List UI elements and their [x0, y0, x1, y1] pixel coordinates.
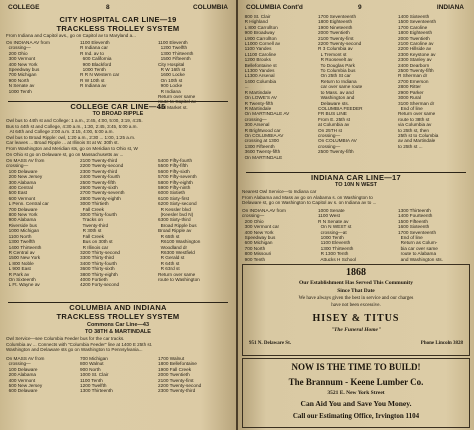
city-hospital-column-1: On INDIANA AV from crossing— 200 Ohio 300 Vermont 400 New York Speedway bus 700 Michigan 900 North N Senate av 1000 Tenth	[6, 40, 50, 94]
indiana-column-3: 1300 Thirteenth 1400 Fourteenth 1500 Fifteenth 1600 Sixteenth 1700 Seventeenth End of line Return as Colum- bia car over same route to Alabama and Washington sts.	[398, 208, 443, 262]
hisey-titus-ad	[242, 264, 470, 356]
ad-phone: Phone Lincoln 3828	[420, 341, 463, 346]
header-right-label: INDIANA	[436, 4, 464, 11]
city-hospital-column-3: 1100 Eleventh 1200 Twelfth 1300 Thirteenth 1500 Fifteenth City Hospital R W 16th st 1600 Locke On 10th st 900 Locke R Indiana Return over same and Market st.	[158, 40, 196, 110]
commons-line-destination: TO 38TH & MARTINDALE	[85, 329, 151, 335]
columbia-column-3: 1700 Walnut 1800 Bellefontaine 1900 Fall Creek 2000 Twentieth 2100 Twenty-first 2200 Twenty-second 2300 Twenty-third	[158, 356, 202, 394]
indiana-column-2: 1000 Senate 1100 West R N Senate av On N WEST st crossing—at 1000 Tenth 1100 Eleventh 1300 Thirteenth R 1300 Tenth Attucks H School	[318, 208, 357, 262]
ad-company-name: HISEY & TITUS	[312, 313, 400, 324]
college-column-3: 5400 Fifty-fourth 5500 Fifty-fifth 5600 Fifty-sixth 5700 Fifty-seventh 5800 Fifty-eighth 5900 Fifty-ninth 6000 Sixtieth 6100 Sixty-first 6200 Sixty-second R Kessler blvd (Keesler bvd N) 6300 Sixty-third Broad Ripple bus Broad Ripple av R 65th st R6100 Washington Woodland dr R6300 Westfield R Gerald st R 64th st R 63rd st Return over same route to Washington	[158, 158, 201, 282]
header-left-label: COLLEGE	[8, 4, 40, 11]
left-page	[0, 0, 236, 430]
city-hospital-column-2: 1100 Eleventh R Indiana car R Ind. av to 600 California 900 Blackford 1000 Tenth R R N Western car R W 10th st R Indiana av	[80, 40, 120, 89]
columbia-column-1: On MASS AV from crossing— 100 Delaware 200 Alabama 400 Vermont 500 New Jersey 600 Delaware	[6, 356, 45, 394]
ad-line-2: Since That Date	[337, 288, 375, 294]
columbia-indiana-subtitle: TRACKLESS TROLLEY SYSTEM	[56, 312, 180, 321]
ad-tagline: "The Funeral Home"	[330, 327, 382, 333]
ad-line-3: We have always given the best in service and our charges	[298, 296, 414, 301]
right-page	[238, 0, 474, 430]
right-page-header	[244, 4, 468, 14]
ad-address: 951 N. Delaware St.	[249, 341, 291, 346]
college-column-2: 2100 Twenty-third 2200 Twenty-second 2300 Twenty-third 2400 Twenty-fourth 2500 Twenty-fifth 2600 Twenty-sixth 2700 Twenty-seventh 2800 Twenty-eighth 3000 Thirtieth Fall Creek 3000 Thirty-fourth Tracks on Twenty-third R 30th st Fall Creek Bus on 30th st R Illinois car 3200 Thirty-second 3300 Thirty-third 3400 Thirty-fourth 3600 Thirty-sixth 3800 Thirty-eighth 4000 Fortieth 4200 Forty-second	[80, 158, 125, 288]
ad-slogan: Can Aid You and Save You Money.	[300, 399, 412, 408]
ad-call: Call our Estimating Office, Irvington 1104	[292, 412, 420, 420]
indiana-subtitle: TO 10N N WEST	[334, 182, 378, 188]
ad-line-4: have not been excessive.	[331, 303, 381, 308]
ad-company: The Brannum - Keene Lumber Co.	[288, 377, 424, 387]
college-title: COLLEGE CAR LINE—45	[70, 102, 166, 111]
city-hospital-subtitle: TRACKLESS TROLLEY SYSTEM	[56, 24, 180, 33]
page-number: 9	[358, 4, 362, 11]
indiana-title: INDIANA CAR LINE—17	[310, 173, 401, 182]
header-right-label: COLUMBIA	[192, 4, 228, 11]
columbia-cont-column-2: 1700 Seventeenth 1800 Eighteenth 1900 Nineteenth 2000 Twentieth 2100 Twenty-first 2200 Twenty-second R 3 Columbia av L Tremont st R Roosevelt av To Douglas Park To Columbia bus On 25th St car Return to Indiana car over same route to Mass. av and Washington and Delaware sts. COLUMBIA FEEDER FR BUS LINE From E. 25th st at Columbia av On 25TH st crossing— On COLUMBIA AV crossing— 2500 Twenty-fifth	[318, 14, 363, 155]
columbia-schedule: Owl Service—see Columbia Feeder bus for the car tracks. Columbia av ... Connects with "Columbia Feeder" line at 1400 E 25th st. Washington and Delaware sts go on Washington to Pennsylvania...	[6, 336, 153, 353]
commons-line-title: Commons Car Line—43	[86, 322, 150, 328]
header-left-label: COLUMBIA Cont'd	[246, 4, 303, 11]
college-schedule: Owl bus to 44th st and College: 1 a.m., 2:45, 4:00, 5:00, 3:19, 4:25. Bus to 44th st and College, 4:30 a.m., 1:30, 2:45, 3:45, 5:00 a.m. At 64th and College 2:00 a.m. 3:15, 4:00, 5:00 a.m. Owl bus to Broad Ripple: owl, 1:20 a.m., 2:30 ... 1:00, 1:25 a.m. Car leaves ... Broad Ripple ... at Illinois St at W. 30th st. From Washington and Meridian sts, go on Meridian to Ohio st, W On Ohio st go on Delaware st, go on Massachusetts av ...	[6, 118, 143, 157]
columbia-column-2: 700 Michigan 800 Walnut 900 North 1000 St. Clair 1100 Tenth 1200 Twelfth 1300 Thirteenth	[80, 356, 113, 394]
ad-company-address: 3521 E. New York Street	[327, 390, 385, 396]
page-number: 8	[106, 4, 110, 11]
college-column-1: On MASS AV from crossing— 100 Delaware 200 New Jersey 300 Alabama 400 Central 500 East 600 Vermont L Penn. Central car 700 Delaware 800 New York 900 Alabama Riverside bus 1000 Michigan 1100 North 1300 Twelfth 1400 Thirteenth R Central av 1500 New York L 800 Noble L 900 East R Park av On Sixteenth L Ft. Wayne av	[6, 158, 49, 288]
ad-line-1: Our Establishment Has Served This Community	[299, 280, 413, 286]
brannum-keene-ad	[242, 358, 470, 428]
indiana-schedule: Nearest Owl Service—to Indiana car From Alabama and Mass av go on Alabama s. on Washington to Delaware st, go on Washington to Capitol av s. on Indiana av to ...	[242, 189, 377, 206]
city-hospital-title: CITY HOSPITAL CAR LINE—19	[59, 15, 177, 24]
college-subtitle: TO BROAD RIPPLE	[92, 111, 144, 117]
columbia-cont-column-1: 800 St. Clair R Highland L 800 Carrollton 900 Broadway L900 Carrollton L1000 Cornell av 1100 Yandes L1100 Caroline 1200 Brooks Bellefontaine st L1300 Yandes L1300 Arsenal 1400 Columbia ... R Martindale On LOWE'S AV R Twenty-fifth R Martindale On MARTINDALE AV crossing— 300 Arsenal R Brightwood car On COLUMBIA AV crossing at 1300 1300 Fifteenth 3600 Twenty-fifth On MARTINDALE	[244, 14, 290, 160]
columbia-indiana-title: COLUMBIA AND INDIANA	[69, 303, 167, 312]
ad-headline: NOW IS THE TIME TO BUILD!	[291, 362, 421, 372]
indiana-column-1: On INDIANA AV from crossing— 200 Ohio 300 Vermont car 400 New York Speedway bus 600 Michigan 700 North 800 Missouri 900 Tenth	[242, 208, 286, 262]
left-page-header	[6, 4, 230, 14]
ad-year: 1868	[346, 267, 366, 278]
columbia-cont-column-3: 1400 Sixteenth 1500 Seventeenth 1700 Caroline 1800 Eighteenth 2000 Twentieth 2100 Caroline av 2200 Hillside av 2300 Keystone av 2300 Stanley av 2400 Dearborn 2500 Twenty-fifth R Sherman dr 2700 Emerson 2800 Ritter 2900 Parker 3000 Rural 3100 Sherman dr End of line Return over same route to 38th st via Columbia av to 25th st, then 25th st to Columbia av and Martindale to 25th st ...	[398, 14, 439, 149]
city-hospital-route: From Indiana and Capitol avs., go on Capitol av to Maryland a...	[6, 33, 136, 38]
